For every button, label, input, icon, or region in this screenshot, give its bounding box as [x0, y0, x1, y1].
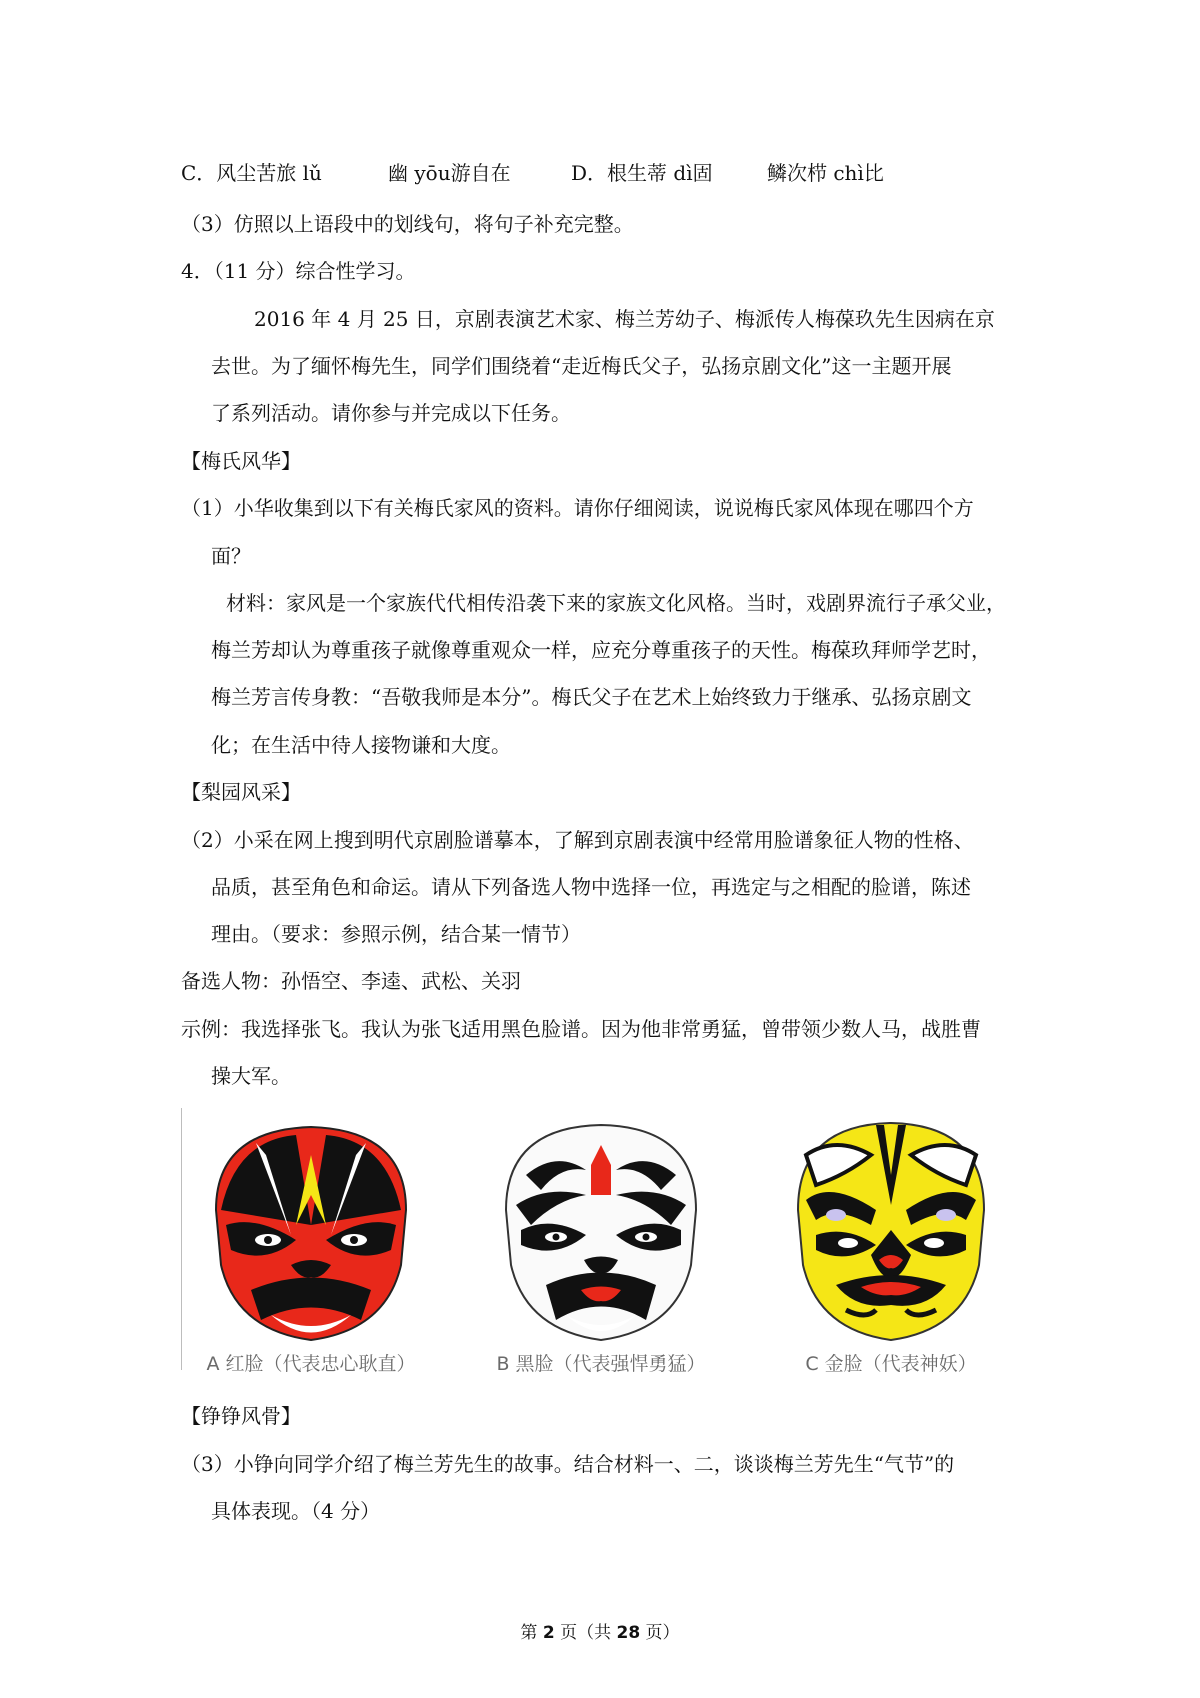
- q3-rewrite-prompt: （3）仿照以上语段中的划线句，将句子补充完整。: [181, 212, 634, 236]
- section-heading-zhengzheng: 【铮铮风骨】: [181, 1404, 301, 1428]
- option-d: D．根生蒂 dì固: [571, 161, 713, 185]
- section-heading-liyuan: 【梨园风采】: [181, 780, 301, 804]
- mask-b: [471, 1105, 731, 1390]
- red-opera-mask-image: [196, 1115, 426, 1345]
- material-line-2: 梅兰芳却认为尊重孩子就像尊重观众一样，应充分尊重孩子的天性。梅葆玖拜师学艺时，: [211, 638, 991, 662]
- footer-prefix: 第: [520, 1623, 543, 1643]
- footer-total-pages: 28: [616, 1623, 641, 1643]
- mask-c-caption: C 金脸（代表神妖）: [805, 1353, 977, 1375]
- subq1-line-2: 面？: [211, 544, 251, 568]
- subq3-line-1: （3）小铮向同学介绍了梅兰芳先生的故事。结合材料一、二，谈谈梅兰芳先生“气节”的: [181, 1452, 955, 1476]
- footer-middle: 页（共: [554, 1623, 617, 1643]
- footer-suffix: 页）: [640, 1623, 680, 1643]
- opera-masks-figure: [181, 1105, 1041, 1390]
- intro-line-3: 了系列活动。请你参与并完成以下任务。: [211, 401, 571, 425]
- option-c-second: 幽 yōu游自在: [388, 161, 511, 185]
- subq2-line-2: 品质，甚至角色和命运。请从下列备选人物中选择一位，再选定与之相配的脸谱，陈述: [211, 875, 971, 899]
- mask-a: [181, 1105, 441, 1390]
- subq1-line-1: （1）小华收集到以下有关梅氏家风的资料。请你仔细阅读，说说梅氏家风体现在哪四个方: [181, 496, 974, 520]
- subq3-line-2: 具体表现。（4 分）: [211, 1499, 381, 1523]
- intro-line-2: 去世。为了缅怀梅先生，同学们围绕着“走近梅氏父子，弘扬京剧文化”这一主题开展: [211, 354, 952, 378]
- mask-c: [761, 1105, 1021, 1390]
- black-opera-mask-image: [486, 1115, 716, 1345]
- material-line-1: 材料：家风是一个家族代代相传沿袭下来的家族文化风格。当时，戏剧界流行子承父业，: [226, 591, 1006, 615]
- material-line-3: 梅兰芳言传身教：“吾敬我师是本分”。梅氏父子在艺术上始终致力于继承、弘扬京剧文: [211, 685, 972, 709]
- material-line-4: 化；在生活中待人接物谦和大度。: [211, 733, 511, 757]
- subq2-line-3: 理由。（要求：参照示例，结合某一情节）: [211, 922, 581, 946]
- candidate-characters: 备选人物：孙悟空、李逵、武松、关羽: [181, 969, 521, 993]
- option-c: C．风尘苦旅 lǔ: [181, 161, 322, 185]
- option-d-second: 鳞次栉 chì比: [767, 161, 884, 185]
- page-footer: [0, 1618, 1200, 1643]
- footer-page-number: 2: [542, 1623, 555, 1643]
- question-4-title: 4．（11 分）综合性学习。: [181, 259, 416, 283]
- intro-line-1: 2016 年 4 月 25 日，京剧表演艺术家、梅兰芳幼子、梅派传人梅葆玖先生因病在京: [254, 307, 995, 331]
- mask-b-caption: B 黑脸（代表强悍勇猛）: [496, 1353, 706, 1375]
- mask-a-caption: A 红脸（代表忠心耿直）: [206, 1353, 416, 1375]
- subq2-line-1: （2）小采在网上搜到明代京剧脸谱摹本，了解到京剧表演中经常用脸谱象征人物的性格、: [181, 828, 974, 852]
- example-line-1: 示例：我选择张飞。我认为张飞适用黑色脸谱。因为他非常勇猛，曾带领少数人马，战胜曹: [181, 1017, 981, 1041]
- example-line-2: 操大军。: [211, 1064, 291, 1088]
- section-heading-meishi: 【梅氏风华】: [181, 449, 301, 473]
- gold-opera-mask-image: [776, 1115, 1006, 1345]
